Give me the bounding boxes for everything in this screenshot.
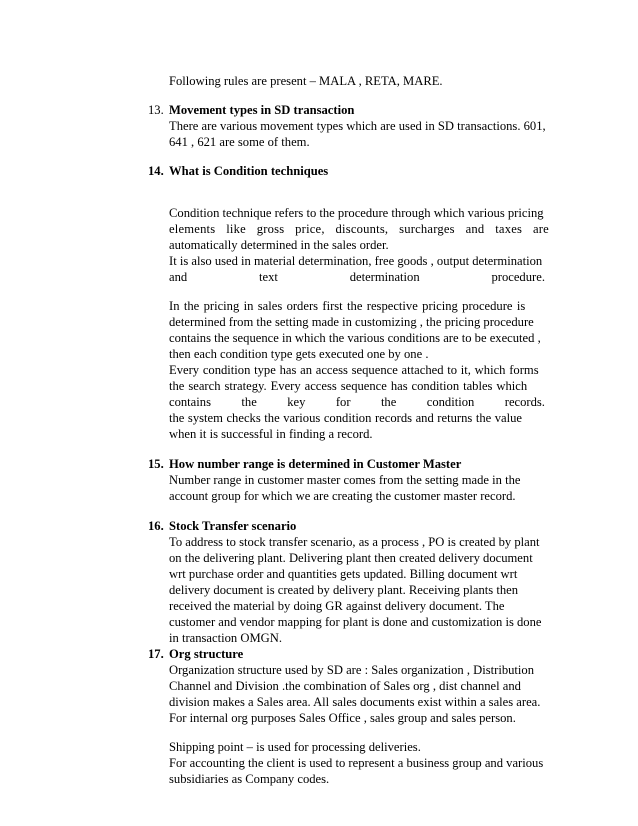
- word: records.: [504, 395, 545, 409]
- section-16-line: in transaction OMGN.: [169, 631, 282, 645]
- section-14-line: In the pricing in sales orders first the respective pricing procedure is: [169, 299, 526, 313]
- section-14-justified-line: [169, 269, 545, 285]
- section-17-line: For internal org purposes Sales Office , sales group and sales person.: [169, 711, 516, 725]
- section-14-line: It is also used in material determination, free goods , output determination: [169, 254, 543, 268]
- section-14-line: [169, 205, 545, 221]
- section-14-title: What is Condition techniques: [169, 164, 329, 178]
- section-16-number: 16.: [148, 519, 164, 533]
- section-15-line: account group for which we are creating the customer master record.: [169, 489, 516, 503]
- word: determination: [349, 270, 420, 284]
- section-16-line: received the material by doing GR against delivery document. The: [169, 599, 505, 613]
- section-16-line: delivery document is created by delivery plant. Receiving plants then: [169, 583, 519, 597]
- word: and: [169, 270, 188, 284]
- section-17-line: subsidiaries as Company codes.: [169, 772, 330, 786]
- section-14-justified-line: [169, 394, 545, 410]
- section-15-number: 15.: [148, 457, 164, 471]
- section-14-line: contains the sequence in which the various conditions are to be executed ,: [169, 331, 541, 345]
- section-13-line: 641 , 621 are some of them.: [169, 135, 310, 149]
- section-15-title: How number range is determined in Customer Master: [169, 457, 462, 471]
- section-17-line: Channel and Division .the combination of Sales org , dist channel and: [169, 679, 521, 693]
- section-14-line: when it is successful in finding a record.: [169, 427, 373, 441]
- section-14-line-text: Condition technique refers to the procedure through which various pricing: [169, 206, 544, 220]
- section-14-line: elements like gross price, discounts, surcharges and taxes are: [169, 222, 549, 236]
- word: contains: [169, 395, 211, 409]
- section-14-line: the system checks the various condition records and returns the value: [169, 411, 523, 425]
- section-17-line: division makes a Sales area. All sales documents exist within a sales area.: [169, 695, 541, 709]
- section-17-line: For accounting the client is used to represent a business group and various: [169, 756, 544, 770]
- word: key: [287, 395, 306, 409]
- intro-text: Following rules are present – MALA , RETA, MARE.: [169, 74, 443, 88]
- section-14-line: the search strategy. Every access sequence has condition tables which: [169, 379, 528, 393]
- section-13-title: Movement types in SD transaction: [169, 103, 355, 117]
- section-14-line: then each condition type gets executed one by one .: [169, 347, 429, 361]
- word: text: [259, 270, 278, 284]
- word: for: [335, 395, 351, 409]
- section-16-line: customer and vendor mapping for plant is done and customization is done: [169, 615, 542, 629]
- section-16-title: Stock Transfer scenario: [169, 519, 297, 533]
- section-16-line: To address to stock transfer scenario, as a process , PO is created by plant: [169, 535, 540, 549]
- section-17-line: Organization structure used by SD are : Sales organization , Distribution: [169, 663, 535, 677]
- section-14-line: determined from the setting made in customizing , the pricing procedure: [169, 315, 534, 329]
- section-17-line: Shipping point – is used for processing deliveries.: [169, 740, 421, 754]
- section-16-line: wrt purchase order and quantities gets updated. Billing document wrt: [169, 567, 518, 581]
- section-14-number: 14.: [148, 164, 164, 178]
- section-17-number: 17.: [148, 647, 164, 661]
- word: condition: [426, 395, 475, 409]
- word: the: [380, 395, 397, 409]
- section-14-line: Every condition type has an access sequence attached to it, which forms: [169, 363, 539, 377]
- section-13-number: 13.: [148, 103, 164, 117]
- section-15-line: Number range in customer master comes from the setting made in the: [169, 473, 521, 487]
- section-16-line: on the delivering plant. Delivering plant then created delivery document: [169, 551, 533, 565]
- section-14-line: automatically determined in the sales order.: [169, 238, 389, 252]
- word: the: [241, 395, 257, 409]
- section-13-line: There are various movement types which are used in SD transactions. 601,: [169, 119, 546, 133]
- section-17-title: Org structure: [169, 647, 244, 661]
- word: procedure.: [491, 270, 545, 284]
